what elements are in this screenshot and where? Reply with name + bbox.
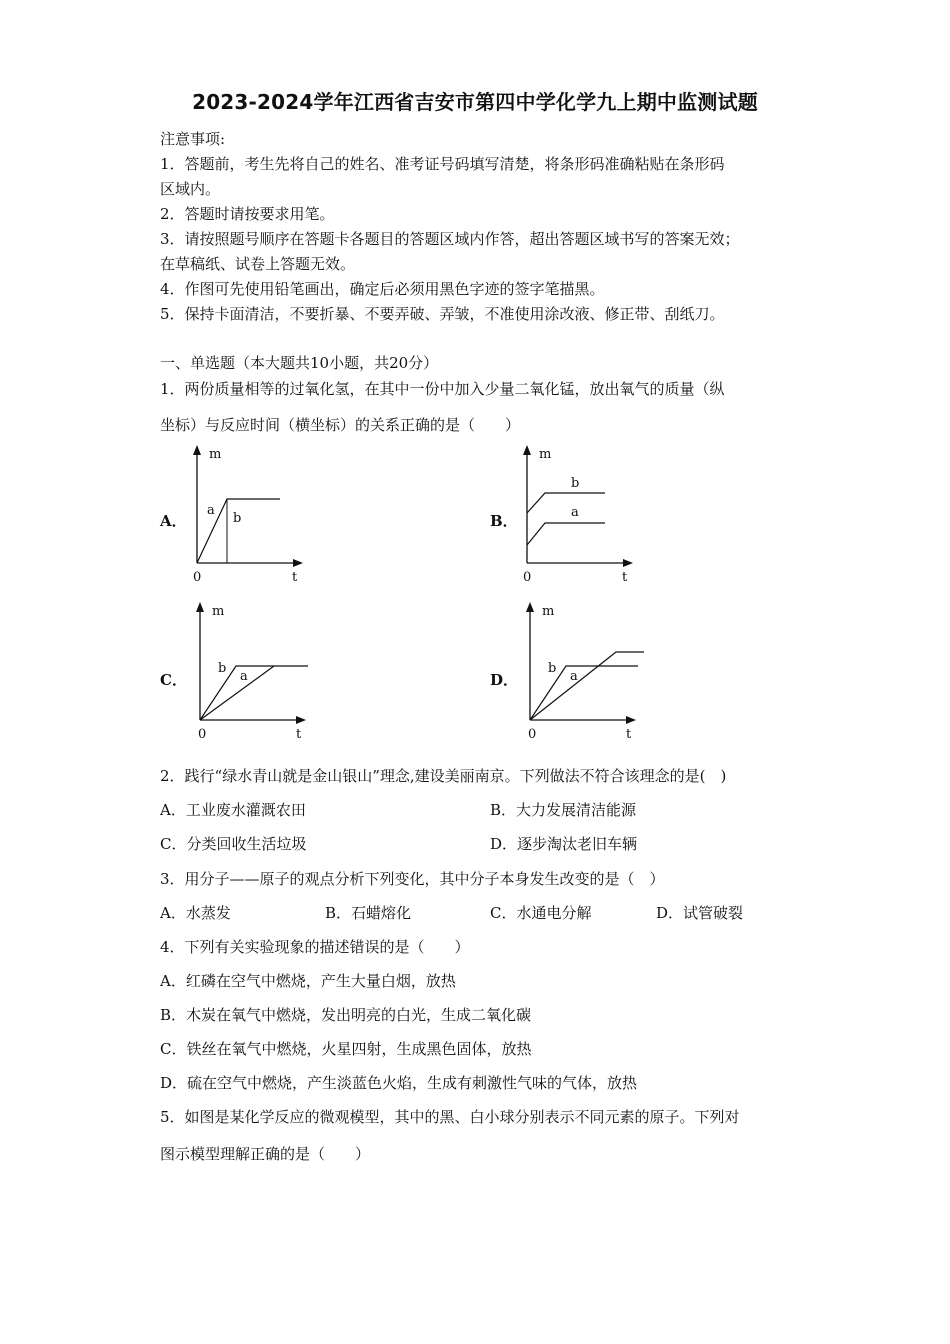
origin-label: 0 <box>523 570 532 585</box>
q4-option-c: C．铁丝在氧气中燃烧，火星四射，生成黑色固体，放热 <box>160 1040 532 1058</box>
q1-graph-b <box>515 445 645 585</box>
x-arrow <box>626 716 636 724</box>
axis-label-m: m <box>542 604 555 619</box>
q1-stem: 坐标）与反应时间（横坐标）的关系正确的是（ ） <box>160 416 521 434</box>
y-arrow <box>526 602 534 612</box>
origin-label: 0 <box>193 570 202 585</box>
q3-option-d: D．试管破裂 <box>656 904 744 922</box>
notice-item: 5．保持卡面清洁，不要折暴、不要弄破、弄皱，不准使用涂改液、修正带、刮纸刀。 <box>160 305 725 323</box>
axis-label-m: m <box>539 447 552 462</box>
q4-option-b: B．木炭在氧气中燃烧，发出明亮的白光，生成二氧化碳 <box>160 1006 532 1024</box>
exam-title: 2023-2024学年江西省吉安市第四中学化学九上期中监测试题 <box>192 90 758 114</box>
q3-stem: 3．用分子——原子的观点分析下列变化，其中分子本身发生改变的是（ ） <box>160 870 665 888</box>
q3-option-a: A．水蒸发 <box>160 904 231 922</box>
q4-option-d: D．硫在空气中燃烧，产生淡蓝色火焰，生成有刺激性气味的气体，放热 <box>160 1074 638 1092</box>
y-arrow <box>196 602 204 612</box>
axis-label-m: m <box>212 604 225 619</box>
axis-label-t: t <box>626 727 632 742</box>
axis-label-t: t <box>292 570 298 585</box>
curve-b <box>527 493 605 513</box>
q4-stem: 4．下列有关实验现象的描述错误的是（ ） <box>160 938 470 956</box>
q2-option-b: B．大力发展清洁能源 <box>490 801 637 819</box>
q2-stem: 2．践行“绿水青山就是金山银山”理念,建设美丽南京。下列做法不符合该理念的是( ) <box>160 767 727 785</box>
curve-b <box>530 666 638 720</box>
q5-stem: 5．如图是某化学反应的微观模型，其中的黑、白小球分别表示不同元素的原子。下列对 <box>160 1108 740 1126</box>
origin-label: 0 <box>528 727 537 742</box>
q2-option-a: A．工业废水灌溉农田 <box>160 801 306 819</box>
x-arrow <box>623 559 633 567</box>
curve-a <box>527 523 605 545</box>
notice-item: 4．作图可先使用铅笔画出，确定后必须用黑色字迹的签字笔描黑。 <box>160 280 605 298</box>
q1-graph-a <box>185 445 315 585</box>
q2-option-c: C．分类回收生活垃圾 <box>160 835 307 853</box>
notice-item: 区域内。 <box>160 180 221 198</box>
q1-option-b-label: B． <box>490 512 518 530</box>
curve-label-a: a <box>207 503 215 518</box>
curve-label-a: a <box>570 669 578 684</box>
q1-stem: 1．两份质量相等的过氧化氢，在其中一份中加入少量二氧化锰，放出氧气的质量（纵 <box>160 380 725 398</box>
notice-heading: 注意事项: <box>160 130 226 148</box>
x-arrow <box>293 559 303 567</box>
section-heading: 一、单选题（本大题共10小题，共20分） <box>160 354 439 372</box>
axis-label-t: t <box>622 570 628 585</box>
q1-graph-d <box>518 602 658 742</box>
q5-stem: 图示模型理解正确的是（ ） <box>160 1145 371 1163</box>
curve-label-b: b <box>218 661 227 676</box>
q3-option-b: B．石蜡熔化 <box>325 904 412 922</box>
notice-item: 在草稿纸、试卷上答题无效。 <box>160 255 356 273</box>
q1-option-a-label: A． <box>160 512 187 530</box>
notice-item: 3．请按照题号顺序在答题卡各题目的答题区域内作答，超出答题区域书写的答案无效； <box>160 230 740 248</box>
curve-b <box>200 666 308 720</box>
y-arrow <box>523 445 531 455</box>
origin-label: 0 <box>198 727 207 742</box>
q3-option-c: C．水通电分解 <box>490 904 592 922</box>
curve-label-b: b <box>548 661 557 676</box>
axis-label-m: m <box>209 447 222 462</box>
curve-label-a: a <box>571 505 579 520</box>
q2-option-d: D．逐步淘汰老旧车辆 <box>490 835 638 853</box>
axis-label-t: t <box>296 727 302 742</box>
notice-item: 1．答题前，考生先将自己的姓名、准考证号码填写清楚，将条形码准确粘贴在条形码 <box>160 155 725 173</box>
q1-option-d-label: D． <box>490 671 519 689</box>
q1-option-c-label: C． <box>160 671 187 689</box>
y-arrow <box>193 445 201 455</box>
q1-graph-c <box>188 602 318 742</box>
x-arrow <box>296 716 306 724</box>
curve-label-a: a <box>240 669 248 684</box>
curve-label-b: b <box>233 511 242 526</box>
q4-option-a: A．红磷在空气中燃烧，产生大量白烟，放热 <box>160 972 456 990</box>
curve-label-b: b <box>571 476 580 491</box>
curve-a <box>200 666 274 720</box>
notice-item: 2．答题时请按要求用笔。 <box>160 205 335 223</box>
